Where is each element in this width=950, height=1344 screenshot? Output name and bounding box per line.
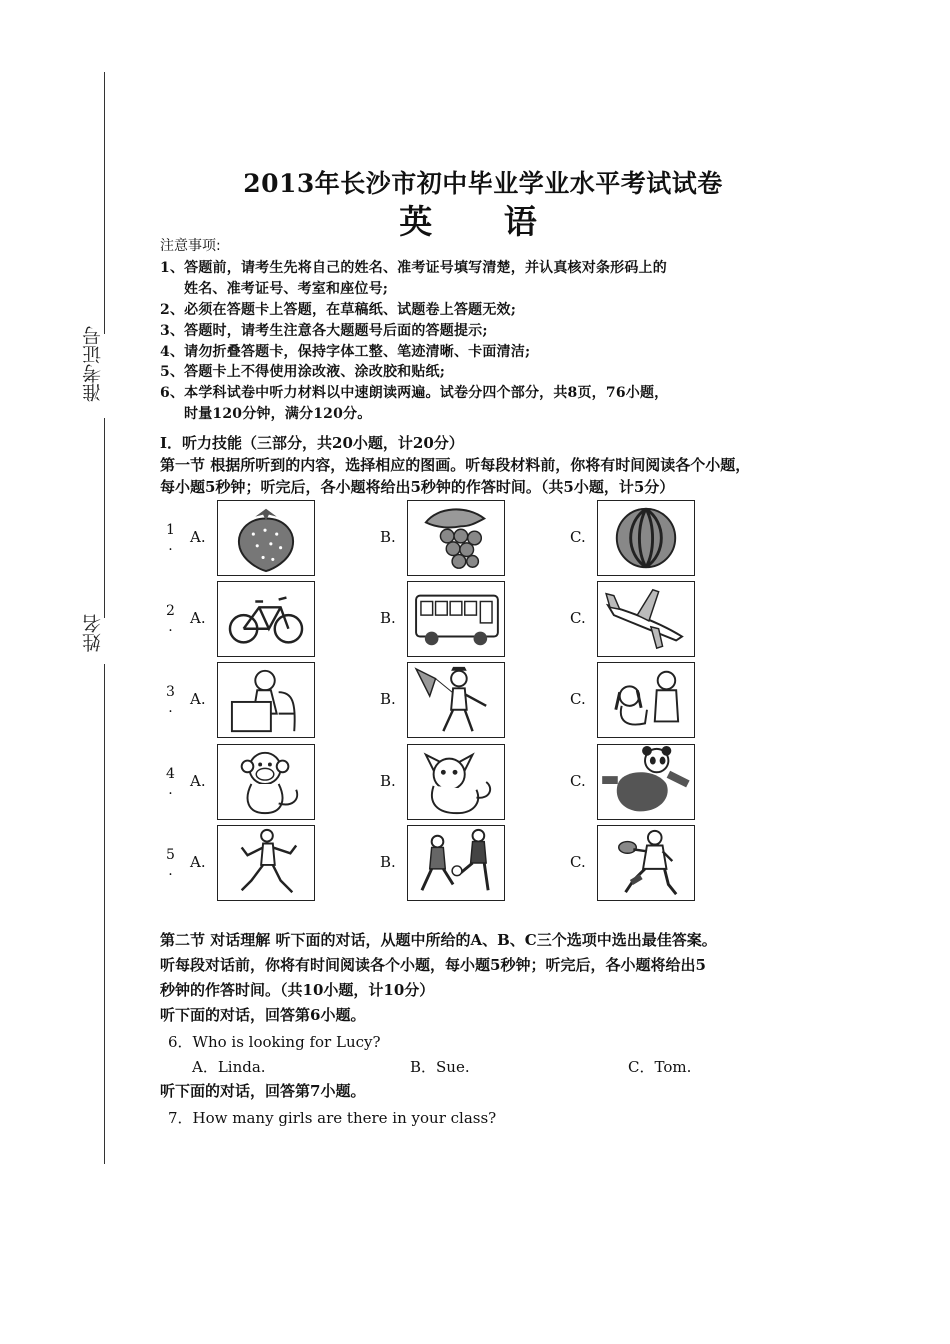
q6-option-a[interactable]: A．Linda. <box>192 1058 266 1076</box>
option-b-label[interactable]: B. <box>380 528 396 546</box>
option-c-label[interactable]: C. <box>570 609 586 627</box>
note-line: 6、本学科试卷中听力材料以中速朗读两遍。试卷分四个部分，共8页，76小题， <box>160 385 669 401</box>
option-c-label[interactable]: C. <box>570 690 586 708</box>
binding-line-middle <box>104 418 105 618</box>
option-b-label[interactable]: B. <box>380 609 396 627</box>
exam-title: 2013年长沙市初中毕业学业水平考试试卷 <box>243 169 723 198</box>
option-b-label[interactable]: B. <box>380 690 396 708</box>
airplane-icon[interactable] <box>597 581 695 657</box>
running-icon[interactable] <box>217 825 315 901</box>
monkey-icon[interactable] <box>217 744 315 820</box>
note-line: 5、答题卡上不得使用涂改液、涂改胶和贴纸; <box>160 364 446 380</box>
bicycle-icon[interactable] <box>217 581 315 657</box>
question-number: 4 . <box>166 766 175 798</box>
q6-option-b[interactable]: B．Sue. <box>410 1058 470 1076</box>
option-c-label[interactable]: C. <box>570 772 586 790</box>
note-line: 3、答题时，请考生注意各大题题号后面的答题提示; <box>160 323 488 339</box>
option-c-label[interactable]: C. <box>570 528 586 546</box>
rugby-icon[interactable] <box>597 825 695 901</box>
binding-line-bottom <box>104 664 105 1164</box>
option-a-label[interactable]: A. <box>190 772 206 790</box>
football-icon[interactable] <box>407 825 505 901</box>
option-a-label[interactable]: A. <box>190 690 206 708</box>
option-a-label[interactable]: A. <box>190 528 206 546</box>
q6-option-c[interactable]: C．Tom. <box>628 1058 692 1076</box>
section2-instructions: 第二节 对话理解 听下面的对话，从题中所给的A、B、C三个选项中选出最佳答案。 <box>160 931 717 949</box>
question-number: 2 . <box>166 603 175 635</box>
q7-intro: 听下面的对话，回答第7小题。 <box>160 1082 366 1100</box>
grapes-icon[interactable] <box>407 500 505 576</box>
bus-icon[interactable] <box>407 581 505 657</box>
option-b-label[interactable]: B. <box>380 772 396 790</box>
part1-heading: I．听力技能（三部分，共20小题，计20分） <box>160 434 464 452</box>
boy-studying-icon[interactable] <box>217 662 315 738</box>
option-b-label[interactable]: B. <box>380 853 396 871</box>
section2-instructions: 听每段对话前，你将有时间阅读各个小题，每小题5秒钟；听完后，各小题将给出5 <box>160 956 706 974</box>
boy-dog-icon[interactable] <box>597 662 695 738</box>
q7-question: 7．How many girls are there in your class? <box>168 1109 497 1127</box>
strawberry-icon[interactable] <box>217 500 315 576</box>
option-c-label[interactable]: C. <box>570 853 586 871</box>
section2-instructions: 秒钟的作答时间。（共10小题，计10分） <box>160 981 435 999</box>
subject-title: 英 语 <box>399 202 567 241</box>
cat-icon[interactable] <box>407 744 505 820</box>
note-line: 姓名、准考证号、考室和座位号; <box>184 281 389 297</box>
exam-id-label: 准考证号 <box>82 326 104 402</box>
question-number: 1 . <box>166 522 175 554</box>
panda-icon[interactable] <box>597 744 695 820</box>
question-number: 5 . <box>166 847 175 879</box>
question-number: 3 . <box>166 684 175 716</box>
q6-intro: 听下面的对话，回答第6小题。 <box>160 1006 366 1024</box>
boy-kite-icon[interactable] <box>407 662 505 738</box>
option-a-label[interactable]: A. <box>190 609 206 627</box>
section1-instructions: 每小题5秒钟；听完后，各小题将给出5秒钟的作答时间。（共5小题，计5分） <box>160 478 675 496</box>
watermelon-icon[interactable] <box>597 500 695 576</box>
q6-question: 6．Who is looking for Lucy? <box>168 1033 381 1051</box>
note-line: 2、必须在答题卡上答题，在草稿纸、试题卷上答题无效; <box>160 302 517 318</box>
notes-heading: 注意事项: <box>160 238 221 254</box>
note-line: 时量120分钟，满分120分。 <box>184 406 372 422</box>
option-a-label[interactable]: A. <box>190 853 206 871</box>
name-label: 姓名 <box>82 614 104 652</box>
note-line: 4、请勿折叠答题卡，保持字体工整、笔迹清晰、卡面清洁; <box>160 344 531 360</box>
note-line: 1、答题前，请考生先将自己的姓名、准考证号填写清楚，并认真核对条形码上的 <box>160 260 667 276</box>
section1-instructions: 第一节 根据所听到的内容，选择相应的图画。听每段材料前，你将有时间阅读各个小题， <box>160 456 751 474</box>
